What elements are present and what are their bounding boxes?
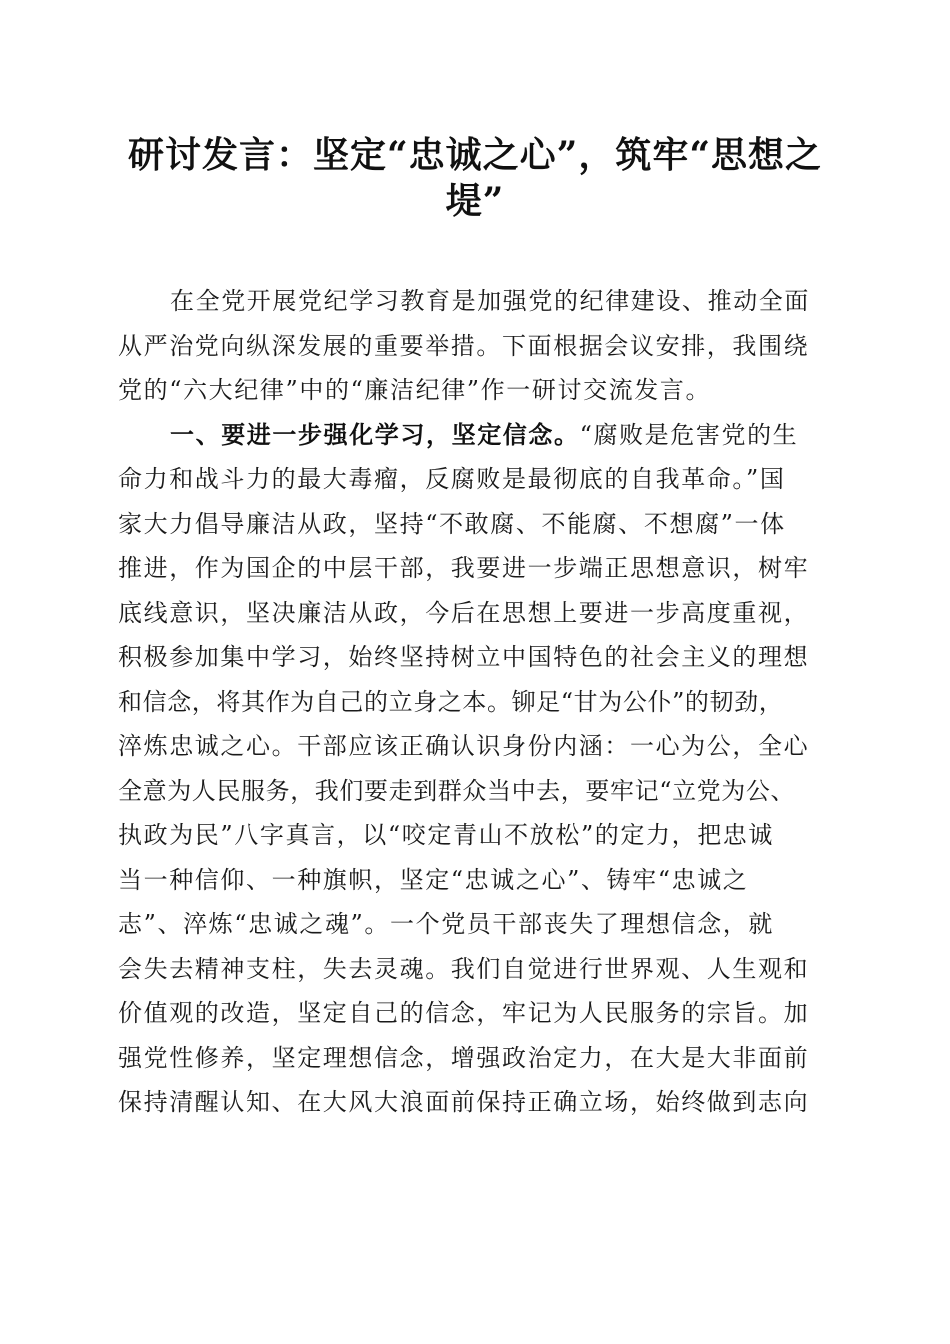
section-1-first-line [118,413,838,458]
section-1-line: 积极参加集中学习，始终坚持树立中国特色的社会主义的理想 [118,643,810,671]
section-1-line: 强党性修养，坚定理想信念，增强政治定力，在大是大非面前 [118,1043,810,1072]
section-1-line: 底线意识，坚决廉洁从政，今后在思想上要进一步高度重视， [118,598,810,627]
section-1-line: 志”、淬炼“忠诚之魂”。一个党员干部丧失了理想信念，就 [118,910,775,938]
document-body [118,279,838,1125]
section-1-line: 会失去精神支柱，失去灵魂。我们自觉进行世界观、人生观和 [118,954,810,983]
section-1-line: 淬炼忠诚之心。干部应该正确认识身份内涵：一心为公，全心 [118,732,810,760]
section-1-first-line-text: “腐败是危害党的生 [579,420,799,449]
section-1-line: 保持清醒认知、在大风大浪面前保持正确立场，始终做到志向 [118,1088,810,1116]
section-1-line: 家大力倡导廉洁从政，坚持“不敢腐、不能腐、不想腐”一体 [118,509,786,538]
section-1-line: 和信念，将其作为自己的立身之本。铆足“甘为公仆”的韧劲， [118,687,784,716]
intro-paragraph-line: 党的“六大纪律”中的“廉洁纪律”作一研讨交流发言。 [118,376,712,404]
document-title: 研讨发言：坚定“忠诚之心”，筑牢“思想之堤” [127,134,823,222]
section-1-heading: 一、要进一步强化学习，坚定信念。 [170,419,580,449]
intro-paragraph-line: 在全党开展党纪学习教育是加强党的纪律建设、推动全面 [170,287,810,315]
intro-paragraph-line: 从严治党向纵深发展的重要举措。下面根据会议安排，我围绕 [118,331,810,360]
section-1-line: 推进，作为国企的中层干部，我要进一步端正思想意识，树牢 [118,554,810,582]
section-1-line: 执政为民”八字真言，以“咬定青山不放松”的定力，把忠诚 [118,821,775,849]
section-1-line: 价值观的改造，坚定自己的信念，牢记为人民服务的宗旨。加 [118,999,810,1027]
section-1-line: 全意为人民服务，我们要走到群众当中去，要牢记“立党为公、 [118,776,796,805]
section-1-line: 当一种信仰、一种旗帜，坚定“忠诚之心”、铸牢“忠诚之 [118,865,749,894]
section-1-line: 命力和战斗力的最大毒瘤，反腐败是最彻底的自我革命。”国 [118,465,786,493]
